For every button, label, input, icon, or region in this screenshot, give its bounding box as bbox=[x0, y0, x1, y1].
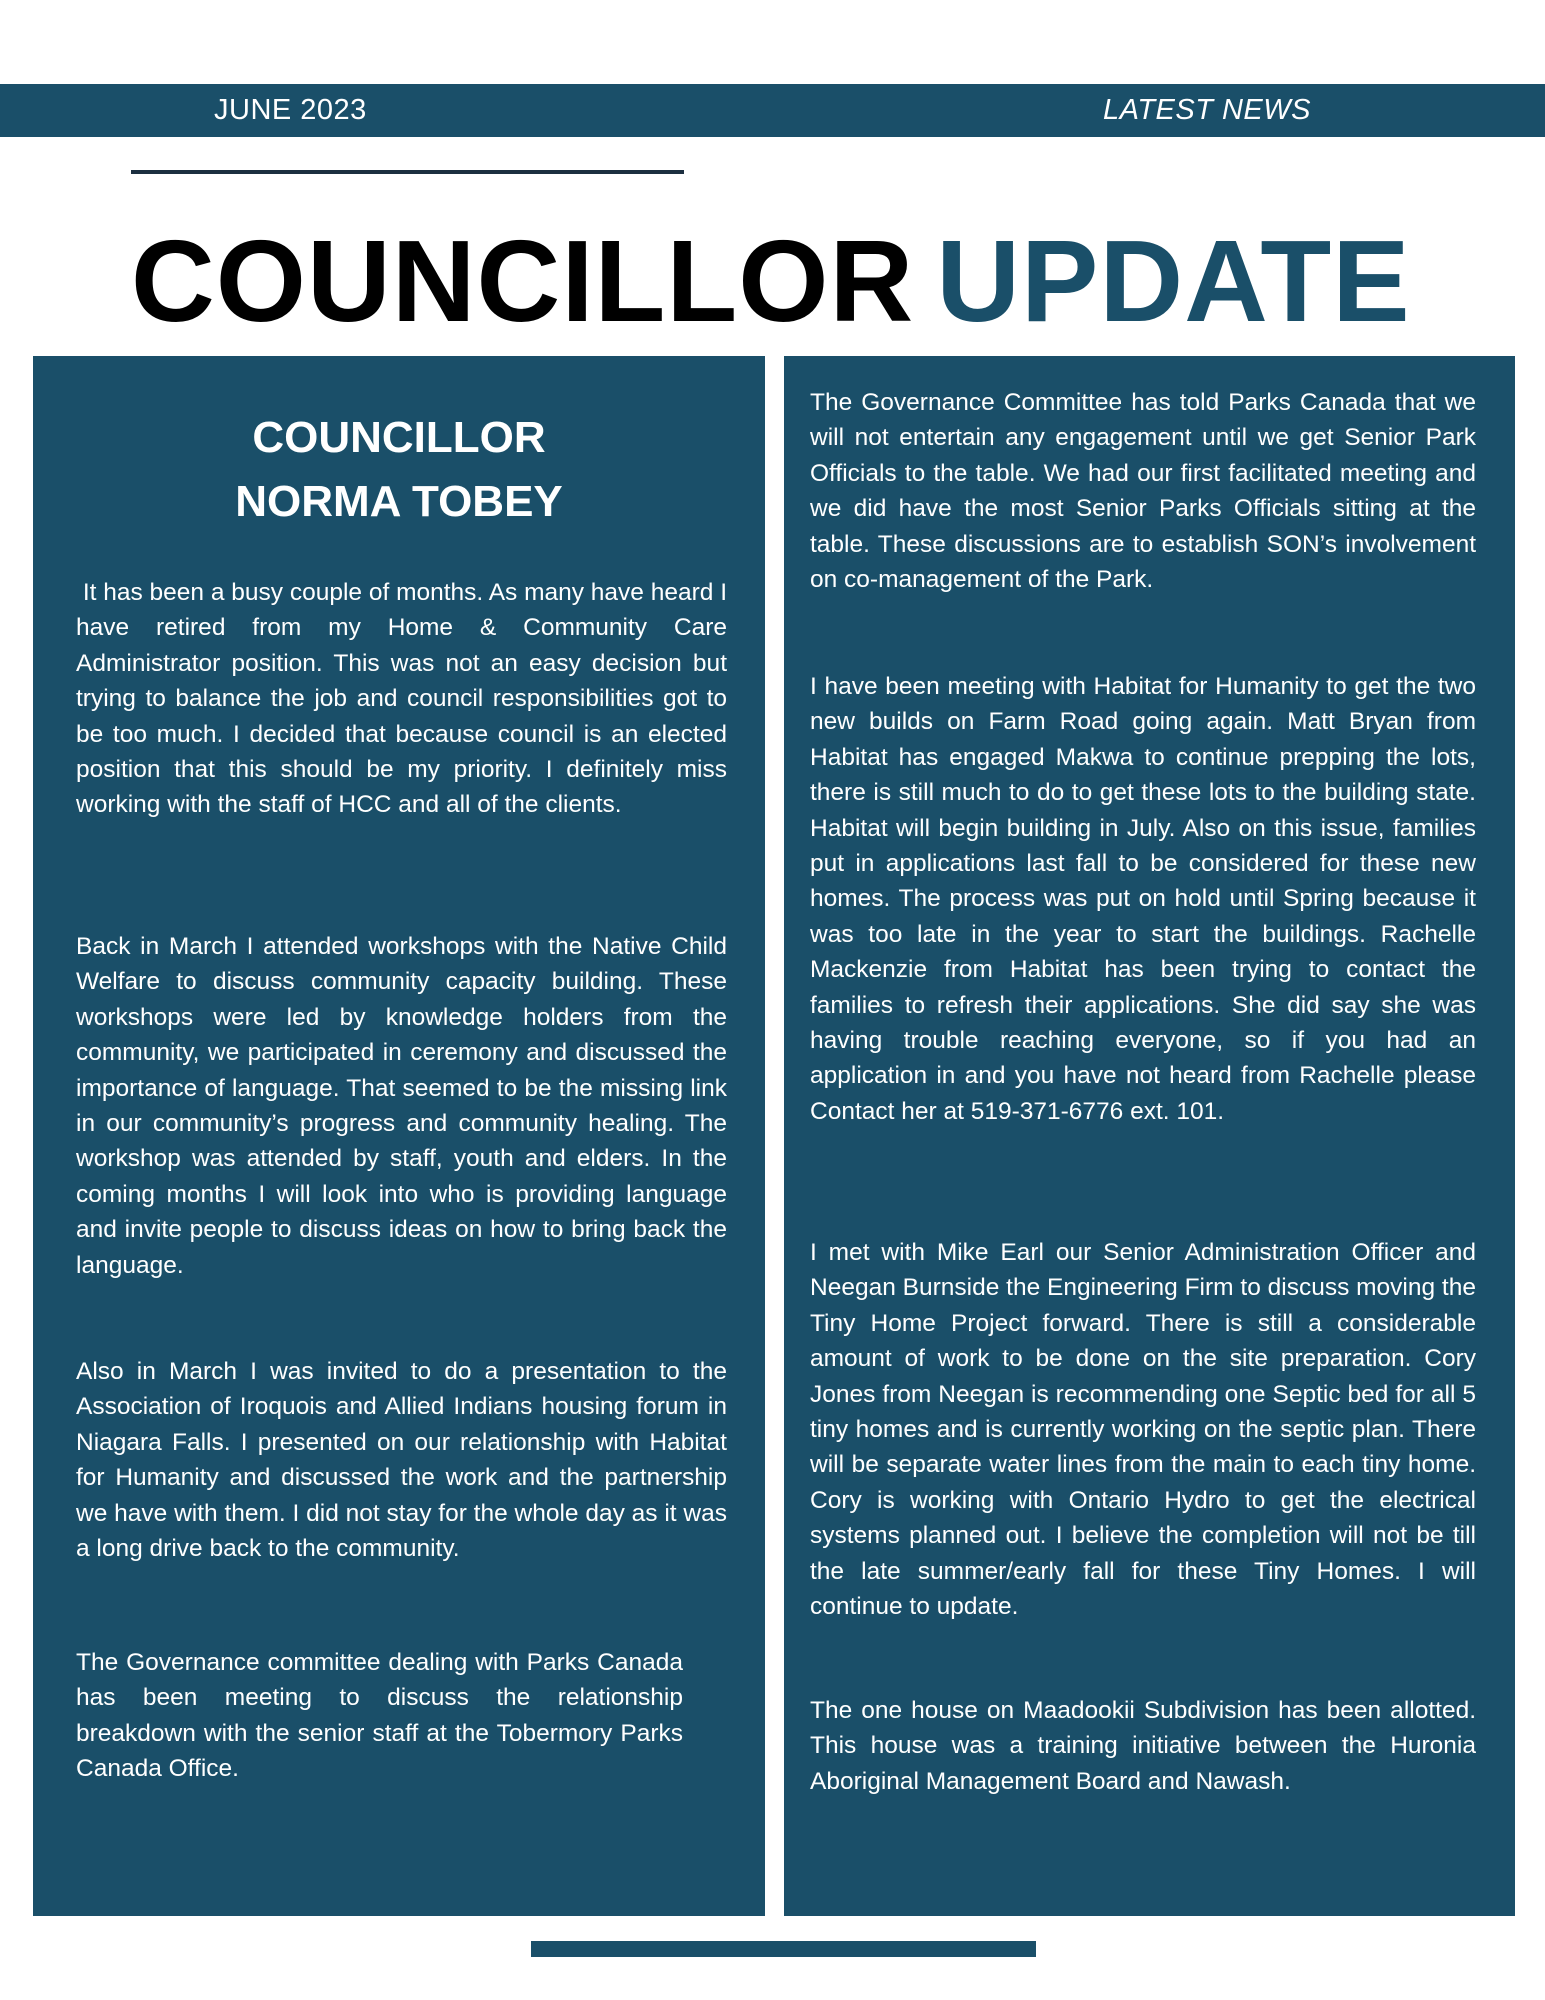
paragraph-habitat: I have been meeting with Habitat for Humanity to get the two new builds on Farm Road going again. Matt Bryan from Habitat has engaged Makwa to continue prepping the lots, there is still much to do to get these lots to the building state. Habitat will begin building in July. Also on this issue, families put in applications last fall to be considered for these new homes. The process was put on hold until Spring because it was too late in the year to start the buildings. Rachelle Mackenzie from Habitat has been trying to contact the families to refresh their applications. She did say she was having trouble reaching everyone, so if you had an application in and you have not heard from Rachelle please Contact her at 519-371-6776 ext. 101. bbox=[810, 673, 1476, 1125]
title-word-councillor: COUNCILLOR bbox=[131, 216, 915, 346]
paragraph-parks-canada: The Governance Committee has told Parks Canada that we will not entertain any engagement until we get Senior Park Officials to the table. We had our first facilitated meeting and we did have the most Senior Parks Officials sitting at the table. These discussions are to establish SON’s involvement on co-management of the Park. bbox=[810, 389, 1476, 594]
heading-line-2: NORMA TOBEY bbox=[235, 477, 563, 526]
section-label: LATEST NEWS bbox=[1103, 94, 1311, 126]
footer-bar bbox=[531, 1941, 1036, 1957]
title-word-update: UPDATE bbox=[936, 216, 1411, 346]
left-column-panel bbox=[33, 356, 765, 1916]
paragraph-maadookii: The one house on Maadookii Subdivision has been allotted. This house was a training initiative between the Huronia Aboriginal Management Board and Nawash. bbox=[810, 1697, 1476, 1795]
right-column-panel bbox=[784, 356, 1515, 1916]
paragraph-presentation: Also in March I was invited to do a presentation to the Association of Iroquois and Allied Indians housing forum in Niagara Falls. I presented on our relationship with Habitat for Humanity and discussed the work and the partnership we have with them. I did not stay for the whole day as it was a long drive back to the community. bbox=[76, 1358, 727, 1563]
councillor-name-heading bbox=[33, 406, 765, 534]
page-title bbox=[131, 216, 1411, 346]
heading-line-1: COUNCILLOR bbox=[252, 413, 546, 462]
paragraph-governance: The Governance committee dealing with Parks Canada has been meeting to discuss the relationship breakdown with the senior staff at the Tobermory Parks Canada Office. bbox=[76, 1649, 683, 1783]
divider-rule bbox=[131, 170, 684, 174]
issue-date: JUNE 2023 bbox=[214, 94, 367, 126]
paragraph-tiny-homes: I met with Mike Earl our Senior Administration Officer and Neegan Burnside the Engineering Firm to discuss moving the Tiny Home Project forward. There is still a considerable amount of work to be done on the site preparation. Cory Jones from Neegan is recommending one Septic bed for all 5 tiny homes and is currently working on the septic plan. There will be separate water lines from the main to each tiny home. Cory is working with Ontario Hydro to get the electrical systems planned out. I believe the completion will not be till the late summer/early fall for these Tiny Homes. I will continue to update. bbox=[810, 1239, 1476, 1621]
paragraph-workshops: Back in March I attended workshops with the Native Child Welfare to discuss community capacity building. These workshops were led by knowledge holders from the community, we participated in ceremony and discussed the importance of language. That seemed to be the missing link in our community’s progress and community healing. The workshop was attended by staff, youth and elders. In the coming months I will look into who is providing language and invite people to discuss ideas on how to bring back the language. bbox=[76, 933, 727, 1279]
paragraph-retirement: It has been a busy couple of months. As many have heard I have retired from my Home & Community Care Administrator position. This was not an easy decision but trying to balance the job and council responsibilities got to be too much. I decided that because council is an elected position that this should be my priority. I definitely miss working with the staff of HCC and all of the clients. bbox=[76, 579, 734, 819]
